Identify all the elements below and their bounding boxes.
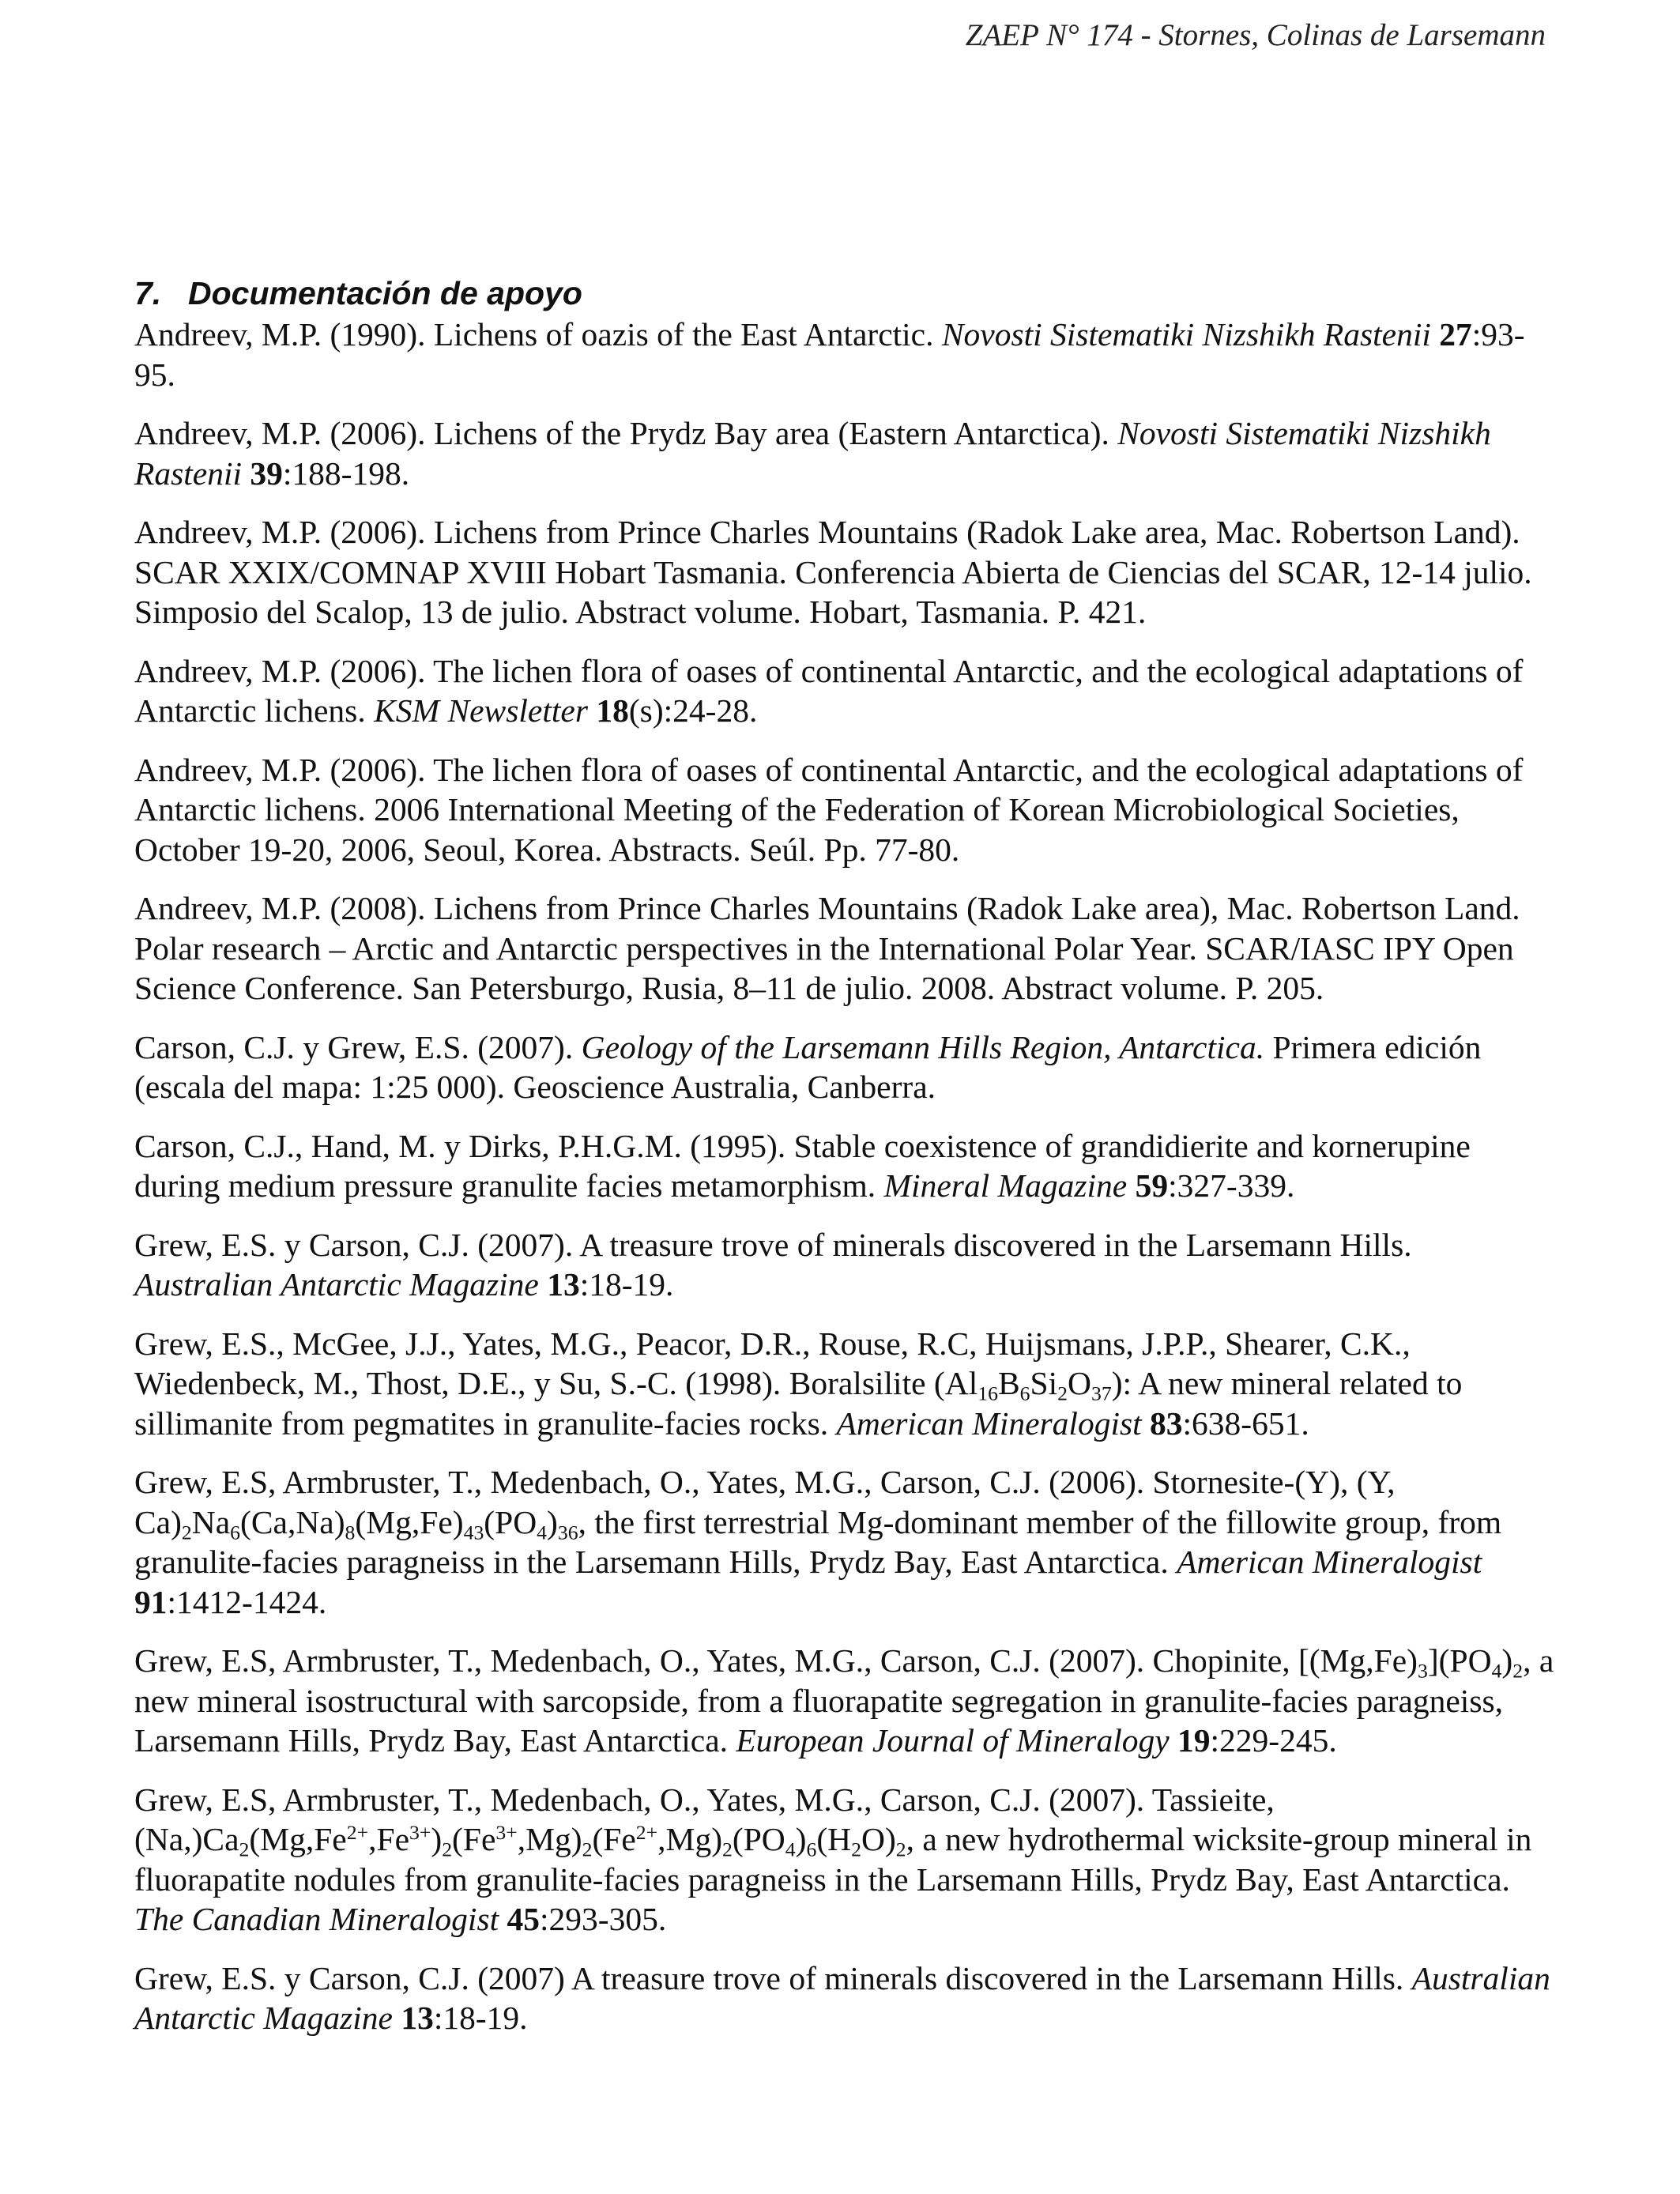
subscript: 2	[239, 1838, 250, 1861]
journal-title: American Mineralogist	[1177, 1544, 1482, 1580]
subscript: 6	[1019, 1382, 1030, 1405]
reference-text: , the first terrestrial Mg-dominant member of the fillowite group, from granulite-facies paragneiss in the Larsemann Hills, Prydz Bay, East Antarctica.	[134, 1503, 1502, 1580]
volume-number: 19	[1177, 1722, 1211, 1759]
reference-text: :327-339.	[1168, 1167, 1295, 1204]
reference-text: :93-95.	[134, 316, 1525, 393]
reference-text: Grew, E.S. y Carson, C.J. (2007). A treasure trove of minerals discovered in the Larsemann Hills.	[134, 1226, 1412, 1263]
reference-text: Grew, E.S, Armbruster, T., Medenbach, O., Yates, M.G., Carson, C.J. (2007). Tassieite, (Na,)Ca	[134, 1781, 1275, 1857]
reference-text: :229-245.	[1210, 1722, 1337, 1759]
subscript: 16	[977, 1382, 998, 1405]
reference-text: )	[795, 1821, 807, 1857]
reference-entry	[134, 413, 1557, 493]
volume-number: 59	[1135, 1167, 1169, 1204]
subscript: 2	[1057, 1382, 1068, 1405]
journal-title: Geology of the Larsemann Hills Region, Antarctica.	[581, 1028, 1265, 1065]
reference-text	[588, 692, 596, 729]
subscript: 4	[537, 1521, 548, 1544]
reference-text: :1412-1424.	[167, 1583, 327, 1620]
journal-title: Novosti Sistematiki Nizshikh Rastenii	[134, 415, 1491, 492]
reference-text: )	[547, 1503, 558, 1540]
subscript: 2	[895, 1838, 906, 1861]
subscript: 2	[181, 1521, 192, 1544]
subscript: 6	[230, 1521, 241, 1544]
reference-entry	[134, 1641, 1557, 1761]
volume-number: 91	[134, 1583, 168, 1620]
journal-title: American Mineralogist	[836, 1404, 1142, 1442]
volume-number: 45	[507, 1901, 540, 1937]
section-title: Documentación de apoyo	[188, 275, 582, 311]
subscript: 6	[806, 1838, 817, 1861]
reference-entry	[134, 512, 1557, 632]
reference-entry	[134, 750, 1557, 870]
reference-entry	[134, 888, 1557, 1008]
reference-text: Grew, E.S., McGee, J.J., Yates, M.G., Peacor, D.R., Rouse, R.C, Huijsmans, J.P.P., Shearer, C.K., Wiedenbeck, M., Thost, D.E., y Su, S.-C. (1998). Boralsilite (Al	[134, 1325, 1411, 1401]
reference-text: Andreev, M.P. (2008). Lichens from Prince Charles Mountains (Radok Lake area), Mac. Robertson Land. Polar research – Arctic and Antarctic perspectives in the International Polar Year. SCAR/IASC IPY Open Science Conference. San Petersburgo, Rusia, 8–11 de julio. 2008. Abstract volume. P. 205.	[134, 890, 1520, 1006]
superscript: 2+	[635, 1820, 658, 1844]
reference-text: Andreev, M.P. (2006). The lichen flora of oases of continental Antarctic, and the ecological adaptations of Antarctic lichens. 2006 International Meeting of the Federation of Korean Microbiological Societies, October 19-20, 2006, Seoul, Korea. Abstracts. Seúl. Pp. 77-80.	[134, 751, 1524, 868]
volume-number: 18	[596, 692, 629, 729]
reference-text: O	[1067, 1365, 1091, 1401]
reference-entry	[134, 1225, 1557, 1305]
section-heading	[134, 273, 1557, 313]
reference-entry	[134, 1462, 1557, 1622]
superscript: 2+	[346, 1820, 369, 1844]
reference-entry	[134, 651, 1557, 731]
reference-text: (Mg,Fe)	[355, 1503, 464, 1540]
reference-entry	[134, 315, 1557, 394]
journal-title: KSM Newsletter	[374, 692, 588, 729]
reference-text: Si	[1030, 1365, 1058, 1401]
reference-text	[539, 1266, 547, 1302]
reference-text: B	[997, 1365, 1020, 1401]
reference-text	[499, 1901, 507, 1937]
reference-text: ,Mg)	[517, 1821, 582, 1857]
reference-text	[1170, 1722, 1177, 1759]
reference-text: Na	[191, 1503, 231, 1540]
reference-text: (s):24-28.	[628, 692, 758, 729]
reference-text: :188-198.	[282, 454, 410, 492]
reference-text: ,Mg)	[657, 1821, 723, 1857]
subscript: 4	[1491, 1659, 1502, 1683]
reference-text: (PO	[484, 1503, 537, 1540]
journal-title: Novosti Sistematiki Nizshikh Rastenii	[941, 316, 1431, 352]
reference-text: ): A new mineral related to sillimanite from pegmatites in granulite-facies rocks.	[134, 1365, 1463, 1442]
reference-list	[134, 315, 1557, 2038]
reference-text	[393, 2000, 401, 2036]
subscript: 36	[557, 1521, 578, 1544]
reference-text: :293-305.	[540, 1901, 667, 1937]
reference-text: :18-19.	[579, 1266, 674, 1302]
subscript: 37	[1090, 1382, 1112, 1405]
journal-title: European Journal of Mineralogy	[736, 1722, 1170, 1759]
superscript: 3+	[409, 1820, 431, 1844]
reference-text	[1142, 1405, 1150, 1442]
subscript: 2	[442, 1838, 453, 1861]
reference-entry	[134, 1958, 1557, 2038]
reference-text: Primera edición (escala del mapa: 1:25 000). Geoscience Australia, Canberra.	[134, 1028, 1482, 1105]
volume-number: 83	[1150, 1404, 1183, 1442]
section-number: 7.	[134, 275, 162, 311]
reference-text	[1431, 316, 1439, 352]
reference-text: Carson, C.J. y Grew, E.S. (2007).	[134, 1028, 582, 1065]
subscript: 2	[1512, 1659, 1524, 1683]
reference-text: (Fe	[452, 1821, 496, 1857]
reference-text: :18-19.	[433, 2000, 528, 2036]
volume-number: 27	[1439, 316, 1472, 352]
reference-text: Grew, E.S. y Carson, C.J. (2007) A treasure trove of minerals discovered in the Larsemann Hills.	[134, 1959, 1412, 1996]
superscript: 3+	[495, 1820, 518, 1844]
subscript: 43	[463, 1521, 484, 1544]
reference-text: Andreev, M.P. (2006). Lichens from Prince Charles Mountains (Radok Lake area, Mac. Robertson Land). SCAR XXIX/COMNAP XVIII Hobart Tasmania. Conferencia Abierta de Ciencias del SCAR, 12-14 julio. Simposio del Scalop, 13 de julio. Abstract volume. Hobart, Tasmania. P. 421.	[134, 514, 1532, 630]
journal-title: Australian Antarctic Magazine	[134, 1266, 539, 1302]
reference-text: :638-651.	[1182, 1404, 1309, 1442]
subscript: 2	[582, 1838, 593, 1861]
subscript: 2	[722, 1838, 733, 1861]
reference-text	[242, 455, 250, 492]
journal-title: Mineral Magazine	[883, 1167, 1128, 1204]
reference-entry	[134, 1126, 1557, 1206]
reference-text: )	[431, 1821, 443, 1857]
reference-text: Grew, E.S, Armbruster, T., Medenbach, O., Yates, M.G., Carson, C.J. (2007). Chopinite, [(Mg,Fe)	[134, 1642, 1418, 1679]
reference-text: Andreev, M.P. (2006). Lichens of the Prydz Bay area (Eastern Antarctica).	[134, 415, 1118, 451]
reference-text: Carson, C.J., Hand, M. y Dirks, P.H.G.M. (1995). Stable coexistence of grandidierite and kornerupine during medium pressure granulite facies metamorphism.	[134, 1127, 1471, 1204]
subscript: 2	[851, 1838, 861, 1861]
reference-text: Grew, E.S, Armbruster, T., Medenbach, O., Yates, M.G., Carson, C.J. (2006). Stornesite-(Y), (Y, Ca)	[134, 1464, 1396, 1540]
reference-text: (Fe	[592, 1821, 636, 1857]
subscript: 4	[785, 1838, 796, 1861]
reference-text: (Mg,Fe	[249, 1821, 347, 1857]
volume-number: 13	[547, 1266, 580, 1302]
reference-text: ](PO	[1427, 1642, 1492, 1679]
reference-text: (Ca,Na)	[240, 1503, 345, 1540]
page-content	[134, 273, 1557, 2057]
volume-number: 13	[401, 2000, 434, 2036]
journal-title: The Canadian Mineralogist	[134, 1901, 499, 1937]
reference-text: (H	[816, 1821, 852, 1857]
reference-text: , a new hydrothermal wicksite-group mineral in fluorapatite nodules from granulite-facies paragneiss in the Larsemann Hills, Prydz Bay, East Antarctica.	[134, 1821, 1532, 1898]
running-header: ZAEP N° 174 - Stornes, Colinas de Larsemann	[965, 18, 1546, 52]
reference-text: (PO	[732, 1821, 785, 1857]
subscript: 8	[345, 1521, 356, 1544]
reference-entry	[134, 1027, 1557, 1107]
reference-text: Andreev, M.P. (2006). The lichen flora of oases of continental Antarctic, and the ecological adaptations of Antarctic lichens.	[134, 652, 1524, 729]
subscript: 3	[1417, 1659, 1428, 1683]
journal-title: Australian Antarctic Magazine	[134, 1959, 1550, 2036]
volume-number: 39	[250, 454, 283, 492]
reference-text: )	[1501, 1642, 1513, 1679]
reference-entry	[134, 1780, 1557, 1940]
reference-text: , a new mineral isostructural with sarcopside, from a fluorapatite segregation in granulite-facies paragneiss, Larsemann Hills, Prydz Bay, East Antarctica.	[134, 1642, 1554, 1759]
reference-text: Andreev, M.P. (1990). Lichens of oazis of the East Antarctic.	[134, 316, 942, 352]
reference-text: O)	[861, 1821, 896, 1857]
reference-text: ,Fe	[368, 1821, 409, 1857]
reference-entry	[134, 1324, 1557, 1444]
reference-text	[1127, 1167, 1135, 1204]
